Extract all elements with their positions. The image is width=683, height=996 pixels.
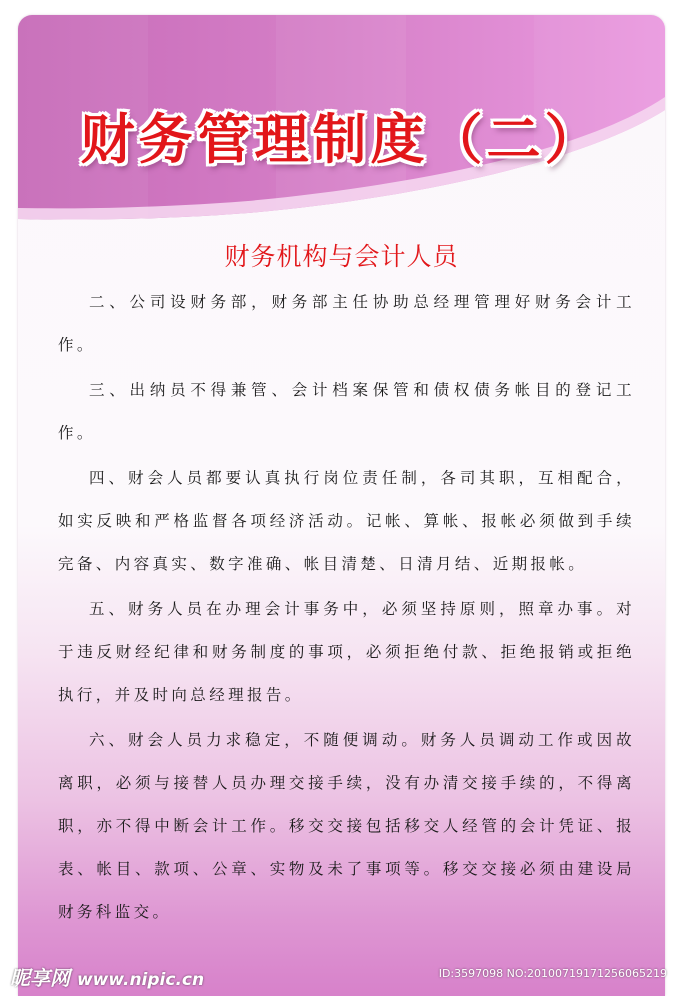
body-content [58, 281, 635, 936]
paragraph: 二、公司设财务部，财务部主任协助总经理管理好财务会计工作。 [58, 293, 635, 354]
paragraph: 六、财会人员力求稳定，不随便调动。财务人员调动工作或因故离职，必须与接替人员办理交接手续，没有办清交接手续的，不得离职，亦不得中断会计工作。移交交接包括移交人经管的会计凭证、报表、帐目、款项、公章、实物及未了事项等。移交交接必须由建设局财务科监交。 [58, 731, 635, 921]
watermark-url: www.nipic.cn [76, 970, 205, 990]
paragraph: 五、财务人员在办理会计事务中，必须坚持原则，照章办事。对于违反财经纪律和财务制度的事项，必须拒绝付款、拒绝报销或拒绝执行，并及时向总经理报告。 [58, 600, 635, 704]
watermark-logo [10, 962, 204, 991]
poster [18, 15, 665, 996]
paragraph: 四、财会人员都要认真执行岗位责任制，各司其职，互相配合，如实反映和严格监督各项经济活动。记帐、算帐、报帐必须做到手续完备、内容真实、数字准确、帐目清楚、日清月结、近期报帐。 [58, 469, 635, 573]
section-subtitle: 财务机构与会计人员 [224, 242, 459, 271]
watermark-logo-text: 昵享网 [10, 966, 70, 990]
page-title: 财务管理制度（二） [80, 108, 603, 171]
paragraph: 三、出纳员不得兼管、会计档案保管和债权债务帐目的登记工作。 [58, 381, 635, 442]
watermark-id: ID:3597098 NO:20100719171256065219 [438, 967, 667, 980]
